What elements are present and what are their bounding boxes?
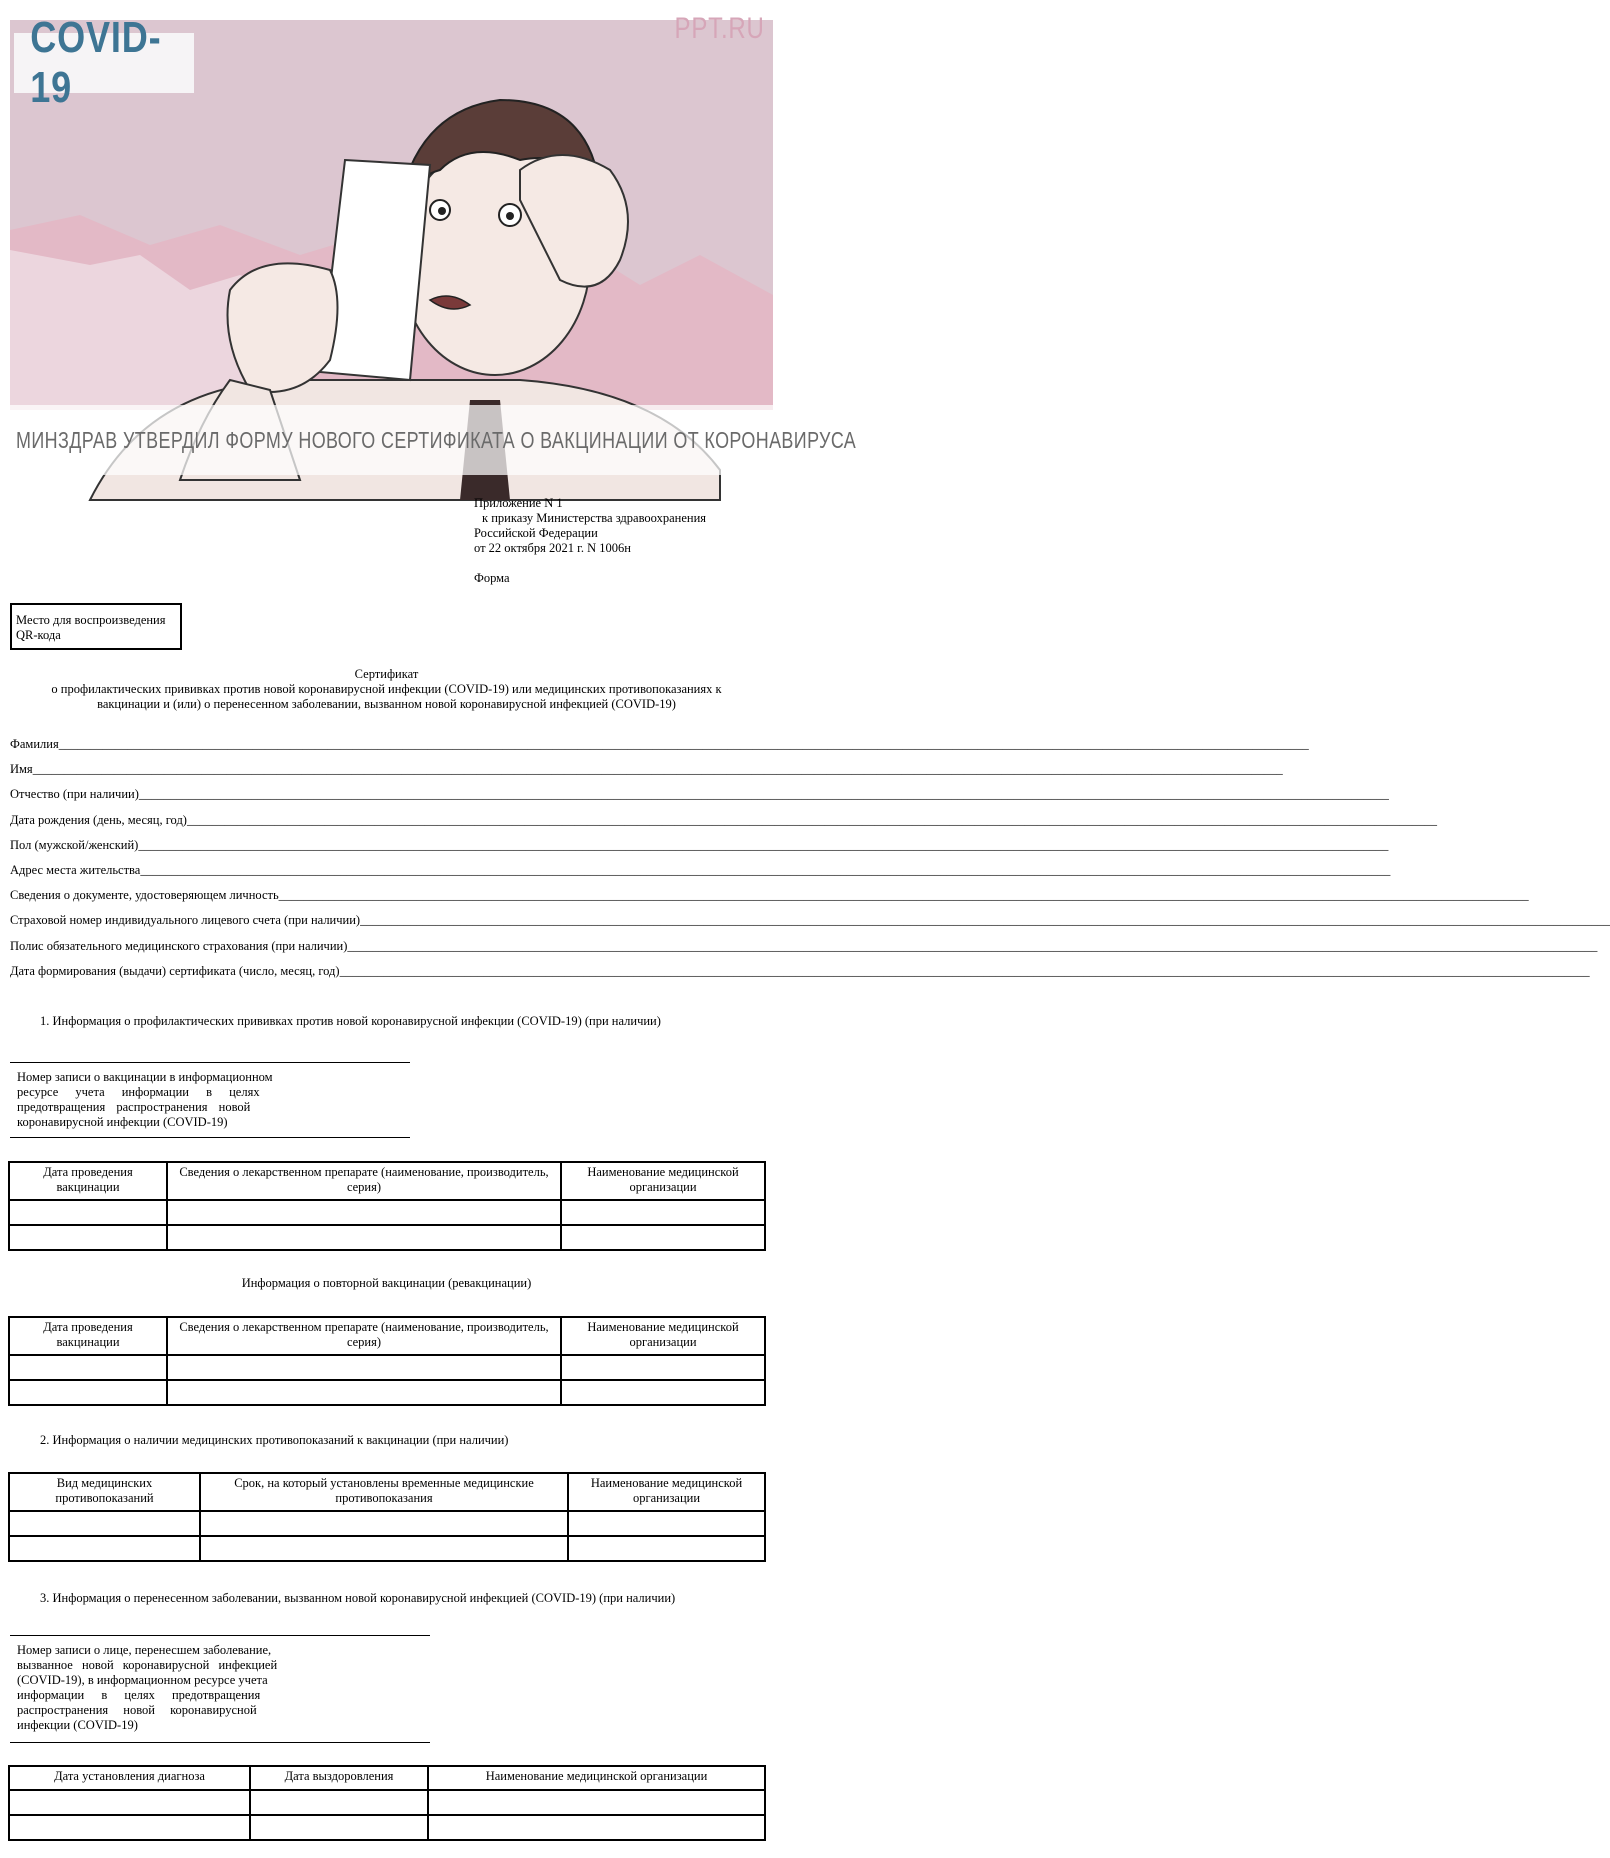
revaccination-title: Информация о повторной вакцинации (ревакцинации) [241, 1276, 532, 1290]
table-cell[interactable] [561, 1355, 765, 1380]
table-cell[interactable] [9, 1355, 167, 1380]
revaccination-table [8, 1316, 766, 1406]
col-header: Дата проведения вакцинации [9, 1162, 167, 1200]
vaccination-table [8, 1161, 766, 1251]
col-header: Наименование медицинской организации [428, 1766, 765, 1790]
article-banner [0, 0, 857, 500]
table-cell[interactable] [200, 1511, 568, 1536]
field-underline: ________________________________________________________________________________________________________________________________________________________________________________________________________ [140, 863, 1391, 877]
form-field-line[interactable] [10, 837, 1389, 853]
field-label: Имя [10, 762, 33, 777]
col-header: Сведения о лекарственном препарате (наименование, производитель, серия) [167, 1317, 561, 1355]
field-underline: ________________________________________________________________________________________________________________________________________________________________________________________________________ [32, 762, 1283, 777]
headline: МИНЗДРАВ УТВЕРДИЛ ФОРМУ НОВОГО СЕРТИФИКАТА О ВАКЦИНАЦИИ ОТ КОРОНАВИРУСА [16, 426, 857, 453]
site-watermark: PPT.RU [674, 12, 765, 45]
form-field-line[interactable] [10, 737, 1309, 752]
note-line: ресурсе учета информации в целях [17, 1085, 260, 1099]
field-underline: ________________________________________________________________________________________________________________________________________________________________________________________________________ [138, 787, 1389, 802]
qr-label: Место для воспроизведения [16, 613, 166, 627]
field-label: Дата рождения (день, месяц, год) [10, 812, 187, 827]
col-header: Дата проведения вакцинации [9, 1317, 167, 1355]
title-line: вакцинации и (или) о перенесенном заболевании, вызванном новой коронавирусной инфекцией (COVID-19) [97, 697, 676, 711]
col-header: Наименование медицинской организации [561, 1317, 765, 1355]
table-cell[interactable] [200, 1536, 568, 1561]
field-underline: ________________________________________________________________________________________________________________________________________________________________________________________________________ [339, 963, 1590, 978]
form-field-line[interactable] [10, 762, 1283, 777]
field-label: Адрес места жительства [10, 863, 141, 877]
note-line: распространения новой коронавирусной [17, 1703, 257, 1717]
vaccination-record-note-bottom [10, 1137, 410, 1138]
contraindications-table [8, 1472, 766, 1562]
field-label: Фамилия [10, 737, 59, 751]
illness-record-note-text [17, 1643, 289, 1733]
field-underline: ________________________________________________________________________________________________________________________________________________________________________________________________________ [58, 737, 1309, 751]
field-label: Пол (мужской/женский) [10, 837, 139, 852]
appendix-line: Российской Федерации [474, 526, 598, 540]
note-line: (COVID-19), в информационном ресурсе учета [17, 1673, 268, 1687]
qr-placeholder [10, 603, 182, 650]
field-underline: ________________________________________________________________________________________________________________________________________________________________________________________________________ [360, 913, 1610, 928]
form-field-line[interactable] [10, 888, 1529, 903]
field-label: Отчество (при наличии) [10, 787, 139, 802]
form-label: Форма [474, 571, 510, 585]
table-cell[interactable] [9, 1536, 200, 1561]
vaccination-record-note [10, 1062, 410, 1063]
field-label: Страховой номер индивидуального лицевого счета (при наличии) [10, 913, 361, 928]
covid-badge-text: COVID-19 [30, 13, 162, 112]
table-cell[interactable] [9, 1511, 200, 1536]
col-header: Сведения о лекарственном препарате (наименование, производитель, серия) [167, 1162, 561, 1200]
form-field-line[interactable] [10, 913, 1610, 928]
note-line: Номер записи о лице, перенесшем заболевание, [17, 1643, 272, 1657]
table-cell[interactable] [9, 1200, 167, 1225]
col-header: Срок, на который установлены временные медицинские противопоказания [200, 1473, 568, 1511]
field-underline: ________________________________________________________________________________________________________________________________________________________________________________________________________ [278, 888, 1529, 903]
col-header: Наименование медицинской организации [561, 1162, 765, 1200]
appendix-line: Приложение N 1 [474, 496, 563, 510]
table-cell[interactable] [9, 1790, 250, 1815]
table-cell[interactable] [167, 1225, 561, 1250]
covid-badge [14, 13, 194, 112]
table-cell[interactable] [167, 1355, 561, 1380]
appendix-block [474, 496, 706, 586]
title-line: Сертификат [354, 667, 419, 681]
note-line: инфекции (COVID-19) [17, 1718, 138, 1732]
form-field-line[interactable] [10, 938, 1598, 954]
certificate-title [0, 667, 773, 712]
form-field-line[interactable] [10, 963, 1590, 979]
field-label: Сведения о документе, удостоверяющем личность [10, 888, 279, 903]
form-field-line[interactable] [10, 863, 1391, 878]
vaccination-record-note-text [17, 1070, 289, 1130]
col-header: Дата выздоровления [250, 1766, 428, 1790]
note-line: предотвращения распространения новой [17, 1100, 251, 1114]
note-line: информации в целях предотвращения [17, 1688, 261, 1702]
table-cell[interactable] [568, 1511, 765, 1536]
note-line: вызванное новой коронавирусной инфекцией [17, 1658, 278, 1672]
field-label: Полис обязательного медицинского страхования (при наличии) [10, 938, 348, 953]
field-underline: ________________________________________________________________________________________________________________________________________________________________________________________________________ [186, 812, 1437, 827]
headline-bar [0, 405, 857, 475]
title-line: о профилактических прививках против новой коронавирусной инфекции (COVID-19) или медицинских противопоказаниях к [51, 682, 722, 696]
table-cell[interactable] [561, 1225, 765, 1250]
note-line: Номер записи о вакцинации в информационном [17, 1070, 273, 1084]
qr-label: QR-кода [16, 628, 61, 642]
note-line: коронавирусной инфекции (COVID-19) [17, 1115, 228, 1129]
section-3-title: 3. Информация о перенесенном заболевании, вызванном новой коронавирусной инфекцией (COVID-19) (при наличии) [40, 1591, 676, 1605]
table-cell[interactable] [9, 1380, 167, 1405]
section-1-title: 1. Информация о профилактических прививках против новой коронавирусной инфекции (COVID-19) (при наличии) [40, 1014, 661, 1028]
field-label: Дата формирования (выдачи) сертификата (число, месяц, год) [10, 963, 340, 978]
col-header: Наименование медицинской организации [568, 1473, 765, 1511]
col-header: Вид медицинских противопоказаний [9, 1473, 200, 1511]
table-cell[interactable] [428, 1790, 765, 1815]
appendix-line: от 22 октября 2021 г. N 1006н [474, 541, 631, 555]
table-cell[interactable] [167, 1380, 561, 1405]
table-cell[interactable] [9, 1225, 167, 1250]
table-cell[interactable] [250, 1815, 428, 1840]
table-cell[interactable] [250, 1790, 428, 1815]
form-field-line[interactable] [10, 812, 1437, 828]
table-cell[interactable] [568, 1536, 765, 1561]
col-header: Дата установления диагноза [9, 1766, 250, 1790]
table-cell[interactable] [561, 1200, 765, 1225]
appendix-line: к приказу Министерства здравоохранения [482, 511, 707, 525]
table-cell[interactable] [167, 1200, 561, 1225]
form-field-line[interactable] [10, 787, 1389, 802]
table-cell[interactable] [9, 1815, 250, 1840]
table-cell[interactable] [561, 1380, 765, 1405]
table-cell[interactable] [428, 1815, 765, 1840]
field-underline: ________________________________________________________________________________________________________________________________________________________________________________________________________ [138, 837, 1389, 852]
illness-record-note-bottom [10, 1742, 430, 1743]
field-underline: ________________________________________________________________________________________________________________________________________________________________________________________________________ [347, 938, 1598, 953]
section-2-title: 2. Информация о наличии медицинских противопоказаний к вакцинации (при наличии) [40, 1433, 509, 1447]
illness-record-note-top [10, 1635, 430, 1636]
illness-table [8, 1765, 766, 1841]
